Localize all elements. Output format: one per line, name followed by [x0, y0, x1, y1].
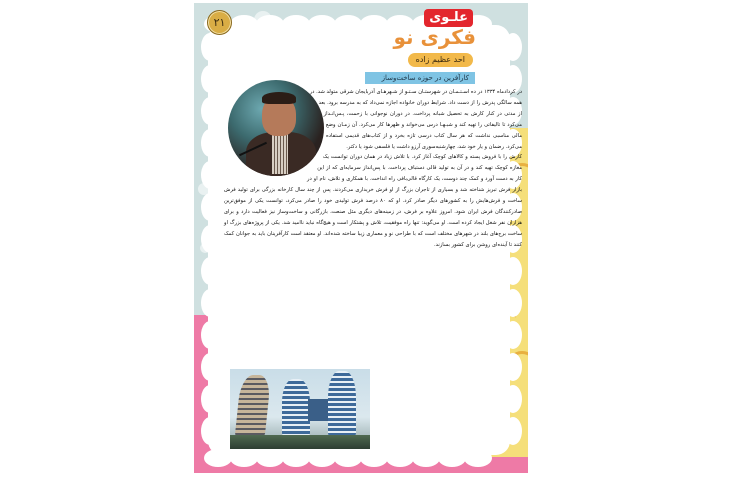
tower-bridge — [308, 399, 330, 421]
portrait-shirt — [272, 134, 288, 174]
author-name: احد عظیم زاده — [408, 53, 473, 67]
ground-strip — [230, 435, 370, 449]
towers-photo — [230, 369, 370, 449]
page-number-badge: ۲۱ — [207, 10, 232, 35]
tower-left — [235, 375, 272, 437]
portrait-photo — [228, 80, 324, 176]
portrait-hair — [262, 92, 296, 104]
article-subtitle: کارآفرین در حوزه ساخت‌وساز — [365, 72, 475, 84]
tower-center — [282, 379, 310, 437]
article-headline: فکری نو — [393, 25, 476, 49]
section-kicker: علـوی — [424, 9, 473, 27]
magazine-page — [194, 3, 528, 473]
tower-right — [328, 371, 356, 437]
body-paragraph: در کردادماه ۱۳۳۴ در ده اسـتـمـان در شهرستـان سـتـو از شـهرهـای آذربایجان شرقی متولد شد. در همه سالگی پدرش را از دست داد. شرایط دوران خانواده اجازه نمی‌داد که به مدرسه برود. بعد از مدتی در کنار کارش به تحصیل شبانه پرداخت. در دوران نوجوانی با زحمت، پـس‌انـداز می‌کرد تا تالیفاتی را تهیه کند و شبـهـا درس می‌خواند و ظهرها کار می‌کرد. آن زمـان وضع مالی مناسبی نداشت که هر سال کتاب درسی تازه بخرد و از کتاب‌های قدیمی استفاده می‌کرد. رضمان و یار خود شد، چهارشنبه‌سوری آرزو داشت یا فلسفی شود یا دکتر. — [309, 89, 523, 150]
body-paragraph: کارش را با فروش پسته و کالاهای کوچک آغاز کرد. با تلاش زیاد در همان دوران توانست یک مغازه کوچک تهیه کند و در آن به تولید قالی دستباف پرداخت. با پس‌انداز سرمایه‌ای که از این کار به دست آورد و کمک چند دوست، یک کارگاه قالی‌بافی راه انداخت. با همکاری و تلاش، نام او در بازار فرش تبریز شناخته شد و بسیاری از تاجران بزرگ از او فرش خریداری می‌کردند. پس از چند سال کارخانه بزرگی برای تولید فرش ساخت و فرش‌هایش را به کشورهای دیگر صادر کرد. او که ۸۰ درصد فرش تولیدی خود را صادر می‌کرد، توانست یکی از موفق‌ترین صادرکنندگان فرش ایران شود. امروز علاوه بر فرش، در زمینه‌های دیگری مثل صنعت، بازرگانی و ساخت‌وساز نیز فعالیت دارد و برای هزاران نفر شغل ایجاد کرده است. او می‌گوید: تنها راه موفقیت، تلاش و پشتکار است و هیچ‌گاه نباید ناامید شد. یکی از پروژه‌های بزرگ او ساخت برج‌های بلند در شهرهای مختلف است که با طراحی نو و معماری زیبا ساخته شده‌اند. او معتقد است کارآفرینان باید به جوانان کمک کنند تا آینده‌ای روشن برای کشور بسازند. — [224, 154, 522, 248]
